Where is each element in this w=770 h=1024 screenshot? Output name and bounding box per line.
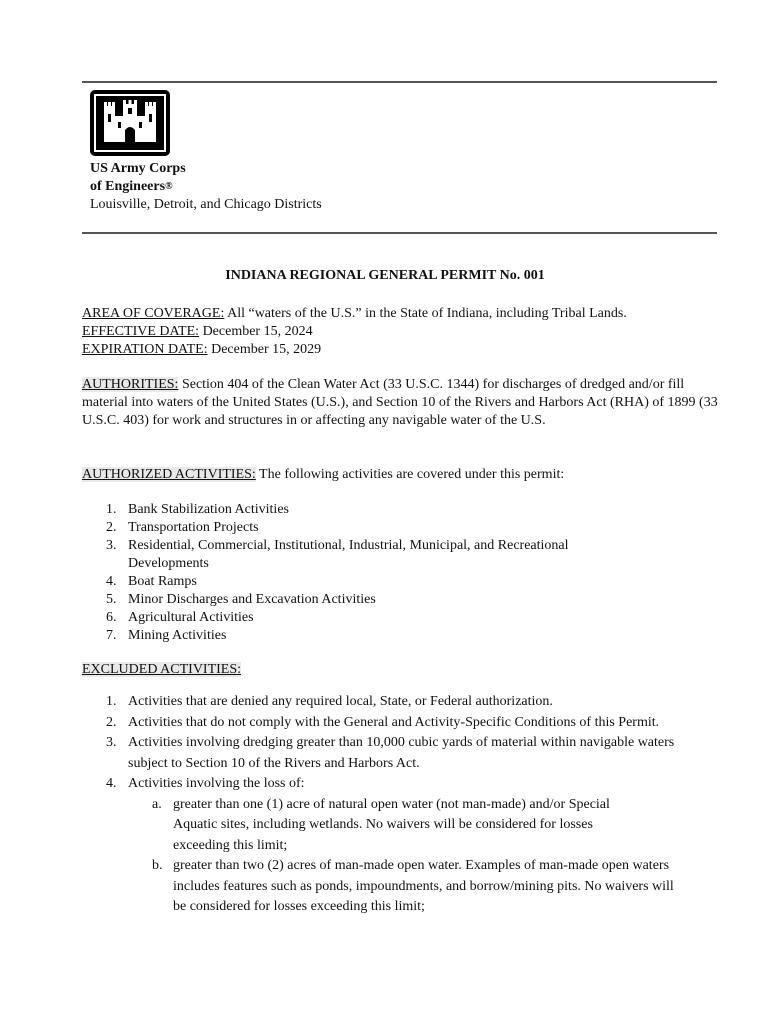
expiration-label: EXPIRATION DATE:: [82, 342, 208, 357]
list-item: 3. Residential, Commercial, Institutional, Industrial, Municipal, and Recreational Developments: [106, 538, 569, 571]
effective-date: [82, 323, 722, 341]
excluded-activities-heading: [82, 661, 722, 679]
expiration-text: December 15, 2029: [207, 342, 322, 357]
list-item: 3. Activities involving dredging greater than 10,000 cubic yards of material within navigable waters subject to Section 10 of the Rivers and Harbors Act.: [106, 735, 675, 771]
authorities-text: Section 404 of the Clean Water Act (33 U.S.C. 1344) for discharges of dredged and/or fill material into waters of the United States (U.S.), and Section 10 of the Rivers and Harbors Act (RHA) of 1899 (33 U.S.C. 403) for work and structures in or affecting any navigable water of the U.S.: [82, 377, 718, 428]
area-text: All “waters of the U.S.” in the State of Indiana, including Tribal Lands.: [224, 306, 627, 321]
list-item: 2. Activities that do not comply with the General and Activity-Specific Conditions of this Permit.: [106, 714, 660, 730]
list-item: 6. Agricultural Activities: [106, 610, 254, 625]
list-item: 2. Transportation Projects: [106, 520, 259, 535]
org-name-line2: of Engineers®: [90, 179, 173, 194]
authorities-paragraph: [82, 376, 722, 430]
org-name-line1: US Army Corps: [90, 161, 186, 176]
registered-mark: ®: [165, 181, 173, 192]
area-label: AREA OF COVERAGE:: [82, 306, 225, 321]
area-of-coverage: [82, 305, 722, 323]
castle-icon: [90, 90, 170, 156]
excluded-sub-list: [128, 795, 722, 918]
effective-label: EFFECTIVE DATE:: [82, 324, 200, 339]
list-item: 1. Bank Stabilization Activities: [106, 502, 289, 517]
authorized-activities-heading: [82, 466, 722, 484]
top-divider: [82, 81, 717, 83]
authorized-activities-list: [82, 501, 722, 645]
document-title: INDIANA REGIONAL GENERAL PERMIT No. 001: [225, 268, 545, 283]
list-item: a. greater than one (1) acre of natural open water (not man-made) and/or Special Aquatic sites, including wetlands. No waivers will be considered for losses exceeding this limit;: [152, 796, 610, 853]
excluded-label: EXCLUDED ACTIVITIES:: [82, 662, 242, 677]
authorized-label: AUTHORIZED ACTIVITIES:: [82, 467, 256, 482]
authorized-text: The following activities are covered under this permit:: [255, 467, 565, 482]
list-item: 5. Minor Discharges and Excavation Activities: [106, 592, 376, 607]
list-item: b. greater than two (2) acres of man-made open water. Examples of man-made open waters includes features such as ponds, impoundments, and borrow/mining pits. No waivers will be considered for losses exceeding this limit;: [152, 858, 674, 914]
districts: Louisville, Detroit, and Chicago Districts: [90, 197, 322, 212]
organization-block: [90, 160, 322, 214]
effective-text: December 15, 2024: [199, 324, 313, 339]
header-bottom-divider: [82, 232, 717, 234]
excluded-activities-list: [82, 692, 722, 918]
coverage-block: [82, 305, 722, 359]
expiration-date: [82, 341, 722, 359]
list-item: 4. Boat Ramps: [106, 574, 197, 589]
list-item: 4. Activities involving the loss of: a. greater than one (1) acre of natural open water (not man-made) and/or Special Aquatic sites, including wetlands. No waivers will be considered for losses exceeding this limit; b. greater than two (2) acres of man-made open water. Examples of man-made open waters includes features such as ponds, impoundments, and borrow/mining pits. No waivers will be considered for losses exceeding this limit;: [82, 774, 722, 918]
list-item: 7. Mining Activities: [106, 628, 227, 643]
authorities-label: AUTHORITIES:: [82, 377, 179, 392]
list-item: 1. Activities that are denied any required local, State, or Federal authorization.: [106, 694, 553, 709]
